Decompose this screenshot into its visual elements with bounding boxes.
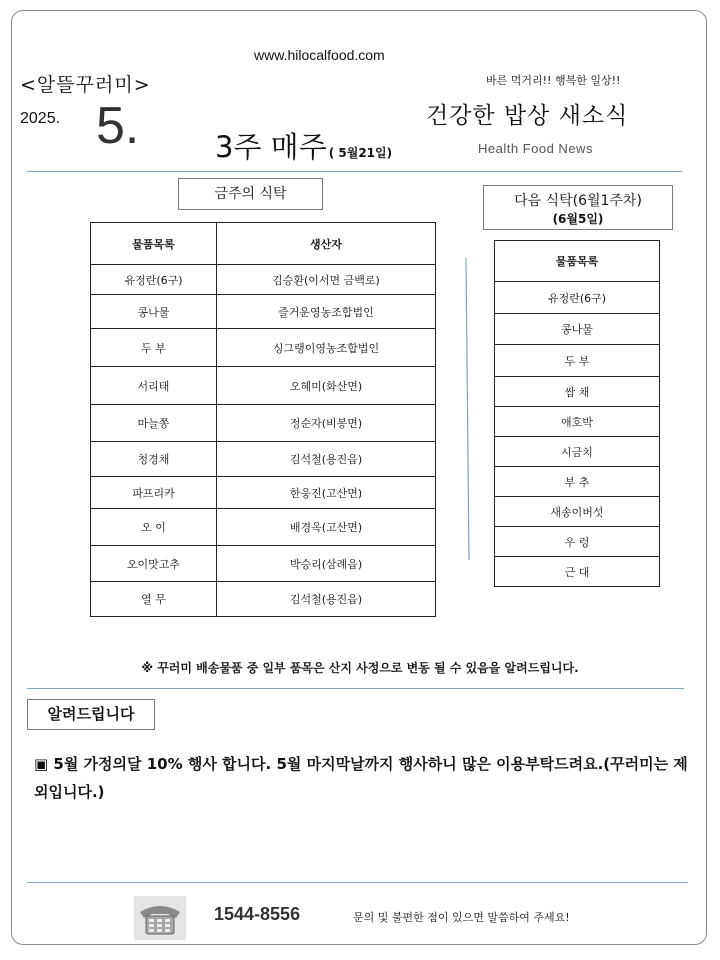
next-week-table	[494, 240, 660, 587]
this-week-label: 금주의 식탁	[178, 178, 323, 210]
issue-month: 5.	[96, 97, 140, 155]
item-cell: 오이맛고추	[91, 546, 217, 582]
item-cell: 시금치	[495, 437, 660, 467]
table-row	[91, 582, 436, 617]
list-item	[495, 377, 660, 407]
item-cell: 쌈 채	[495, 377, 660, 407]
brand-title: <알뜰꾸러미>	[20, 74, 151, 96]
producer-cell: 오혜미(화산면)	[217, 367, 436, 405]
list-item	[495, 467, 660, 497]
week-date: ( 5월21일)	[328, 146, 393, 160]
list-item	[495, 497, 660, 527]
item-cell: 새송이버섯	[495, 497, 660, 527]
item-cell: 열 무	[91, 582, 217, 617]
table-row	[91, 442, 436, 477]
slogan: 바른 먹거리!! 행복한 일상!!	[486, 74, 621, 87]
table-row	[91, 546, 436, 582]
next-week-label: 다음 식탁(6월1주차)	[514, 193, 642, 209]
table-row	[91, 405, 436, 442]
site-url[interactable]: www.hilocalfood.com	[254, 47, 385, 63]
table-row	[91, 509, 436, 546]
producer-cell: 김석철(용진읍)	[217, 582, 436, 617]
phone-number[interactable]: 1544-8556	[214, 904, 301, 924]
list-item	[495, 314, 660, 345]
list-item	[495, 557, 660, 587]
column-header-item: 물품목록	[495, 241, 660, 282]
list-item	[495, 282, 660, 314]
item-cell: 두 부	[495, 345, 660, 377]
producer-cell: 김석철(용진읍)	[217, 442, 436, 477]
section-divider	[27, 688, 684, 689]
list-item	[495, 407, 660, 437]
producer-cell: 정순자(비봉면)	[217, 405, 436, 442]
table-row	[91, 367, 436, 405]
week-title: 3주 매주	[215, 130, 327, 164]
item-cell: 콩나물	[495, 314, 660, 345]
column-header-producer: 생산자	[217, 223, 436, 265]
next-week-date: (6월5일)	[552, 212, 604, 226]
producer-cell: 즐거운영농조합법인	[217, 295, 436, 329]
header-divider	[27, 171, 682, 172]
item-cell: 청경채	[91, 442, 217, 477]
table-header-row	[495, 241, 660, 282]
item-cell: 유정란(6구)	[91, 265, 217, 295]
item-cell: 부 추	[495, 467, 660, 497]
producer-cell: 한웅진(고산면)	[217, 477, 436, 509]
item-cell: 콩나물	[91, 295, 217, 329]
item-cell: 우 렁	[495, 527, 660, 557]
announce-label: 알려드립니다	[27, 699, 155, 730]
column-separator	[462, 255, 472, 565]
newsletter-headline: 건강한 밥상 새소식	[426, 103, 629, 129]
notice-text: ※ 꾸러미 배송물품 중 일부 품목은 산지 사정으로 변동 될 수 있음을 알려드립니다.	[141, 661, 579, 675]
issue-year: 2025.	[20, 110, 61, 127]
this-week-table	[90, 222, 436, 617]
telephone-icon	[134, 896, 186, 940]
column-header-item: 물품목록	[91, 223, 217, 265]
producer-cell: 박승리(삼례읍)	[217, 546, 436, 582]
item-cell: 서리태	[91, 367, 217, 405]
issue-week	[215, 125, 392, 166]
item-cell: 애호박	[495, 407, 660, 437]
table-row	[91, 477, 436, 509]
item-cell: 마늘쫑	[91, 405, 217, 442]
item-cell: 파프리카	[91, 477, 217, 509]
producer-cell: 배경옥(고산면)	[217, 509, 436, 546]
newsletter-subheadline: Health Food News	[478, 141, 593, 156]
producer-cell: 김승환(이서면 금백로)	[217, 265, 436, 295]
list-item	[495, 527, 660, 557]
table-row	[91, 329, 436, 367]
producer-cell: 싱그랭이영농조합법인	[217, 329, 436, 367]
table-row	[91, 295, 436, 329]
next-week-label-box	[483, 185, 673, 230]
footer-divider	[27, 882, 688, 883]
table-row	[91, 265, 436, 295]
list-item	[495, 437, 660, 467]
item-cell: 두 부	[91, 329, 217, 367]
list-item	[495, 345, 660, 377]
item-cell: 근 대	[495, 557, 660, 587]
contact-message: 문의 및 불편한 점이 있으면 말씀하여 주세요!	[353, 911, 570, 924]
table-header-row	[91, 223, 436, 265]
announce-text: ▣ 5월 가정의달 10% 행사 합니다. 5월 마지막날까지 행사하니 많은 이용부탁드려요.(꾸러미는 제외입니다.)	[34, 755, 688, 801]
item-cell: 오 이	[91, 509, 217, 546]
item-cell: 유정란(6구)	[495, 282, 660, 314]
